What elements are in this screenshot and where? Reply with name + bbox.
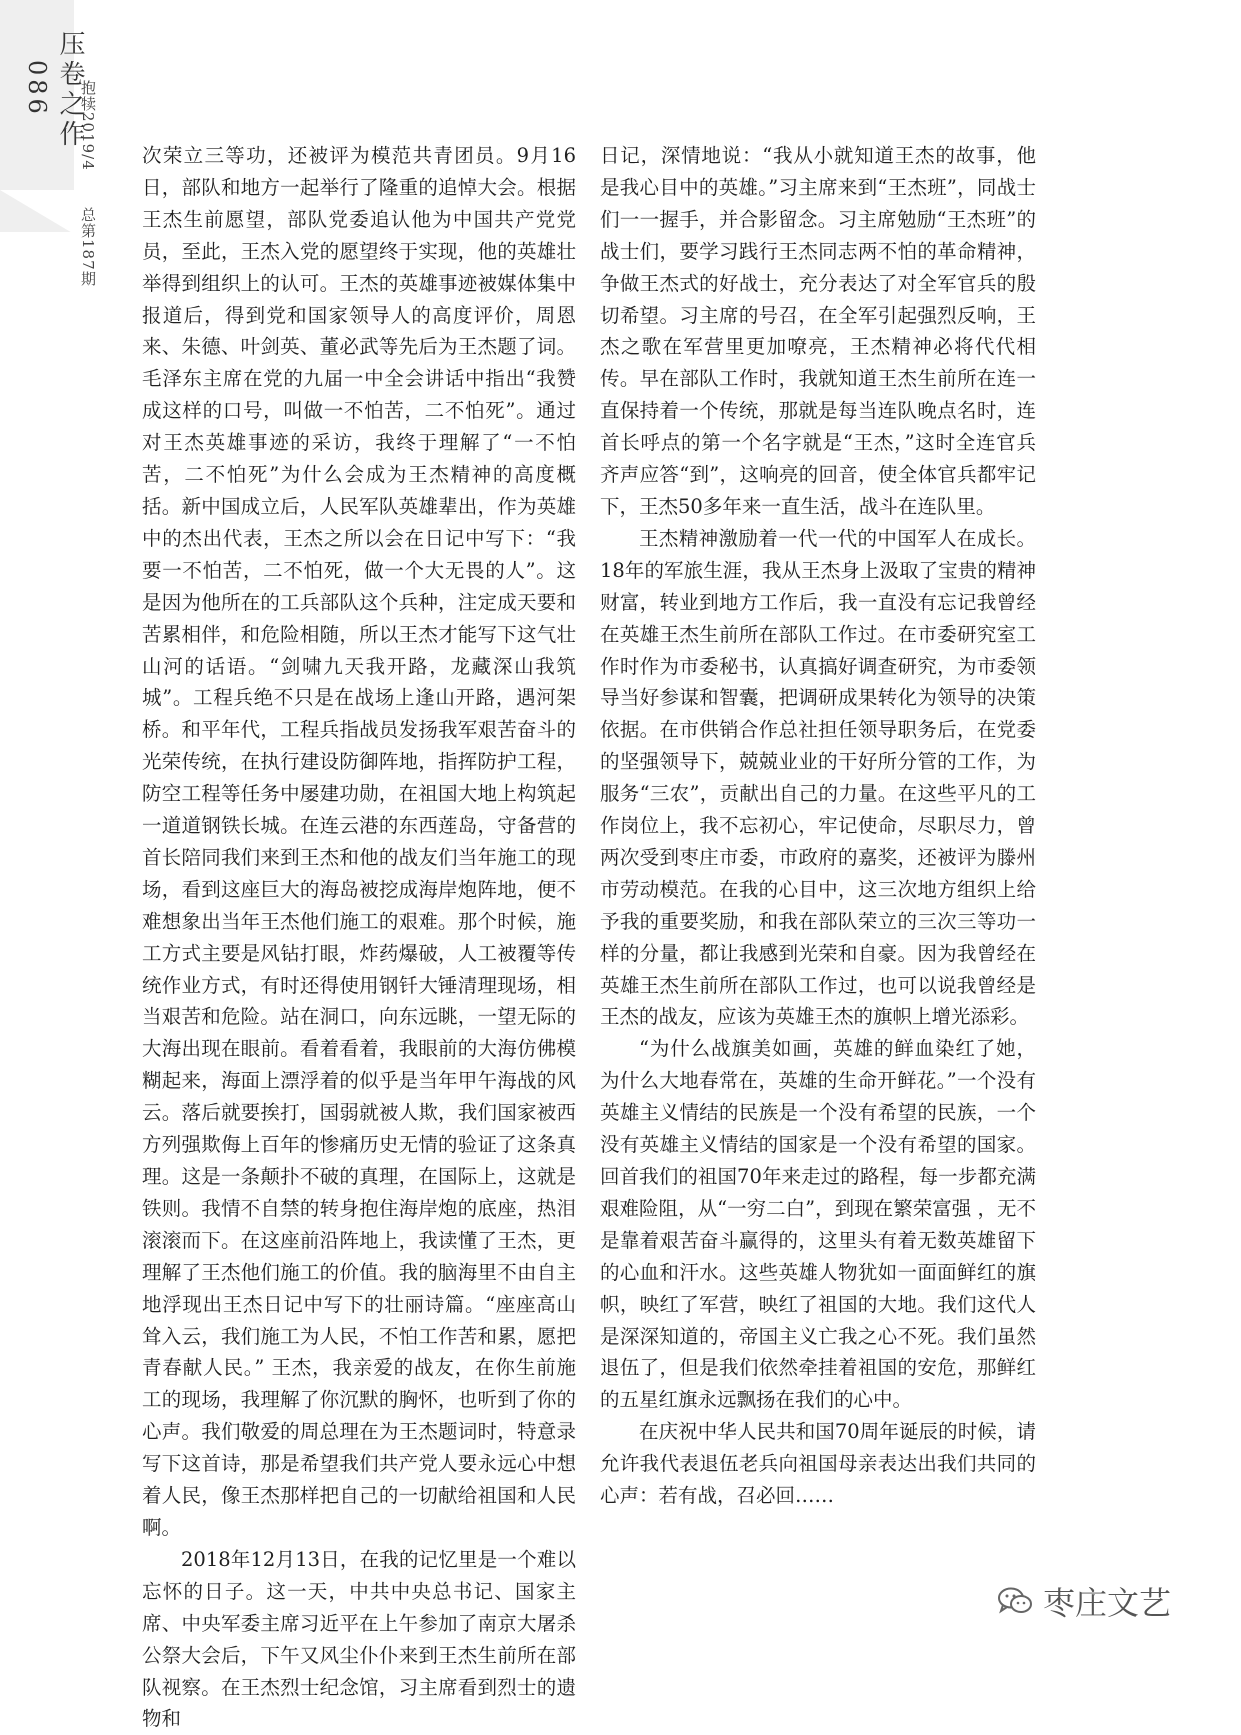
- article-column-right: [600, 140, 1036, 1512]
- article-column-left: [142, 140, 576, 1735]
- issue-info: [78, 80, 98, 286]
- total-issue: 总第187期: [79, 206, 97, 287]
- paragraph: 王杰精神激励着一代一代的中国军人在成长。18年的军旅生涯，我从王杰身上汲取了宝贵的精神财富，转业到地方工作后，我一直没有忘记我曾经在英雄王杰生前所在部队工作过。在市委研究室工作时作为市委秘书，认真搞好调查研究，为市委领导当好参谋和智囊，把调研成果转化为领导的决策依据。在市供销合作总社担任领导职务后，在党委的坚强领导下，兢兢业业的干好所分管的工作，为服务“三农”，贡献出自己的力量。在这些平凡的工作岗位上，我不忘初心，牢记使命，尽职尽力，曾两次受到枣庄市委，市政府的嘉奖，还被评为滕州市劳动模范。在我的心目中，这三次地方组织上给予我的重要奖励，和我在部队荣立的三次三等功一样的分量，都让我感到光荣和自豪。因为我曾经在英雄王杰生前所在部队工作过，也可以说我曾经是王杰的战友，应该为英雄王杰的旗帜上增光添彩。: [600, 526, 1036, 1029]
- column-name: 压卷之作: [55, 30, 85, 150]
- paragraph: 在庆祝中华人民共和国70周年诞辰的时候，请允许我代表退伍老兵向祖国母亲表达出我们共同的心声：若有战，召必回……: [600, 1420, 1036, 1508]
- section-tab: [0, 0, 85, 232]
- page-number: 086: [23, 60, 51, 118]
- tab-fold-corner: [0, 190, 74, 234]
- paragraph: 次荣立三等功，还被评为模范共青团员。9月16日，部队和地方一起举行了隆重的追悼大会。根据王杰生前愿望，部队党委追认他为中国共产党党员，至此，王杰入党的愿望终于实现，他的英雄壮举得到组织上的认可。王杰的英雄事迹被媒体集中报道后，得到党和国家领导人的高度评价，周恩来、朱德、叶剑英、董必武等先后为王杰题了词。毛泽东主席在党的九届一中全会讲话中指出“我赞成这样的口号，叫做一不怕苦，二不怕死”。通过对王杰英雄事迹的采访，我终于理解了“一不怕苦，二不怕死”为什么会成为王杰精神的高度概括。新中国成立后，人民军队英雄辈出，作为英雄中的杰出代表，王杰之所以会在日记中写下：“我要一不怕苦，二不怕死，做一个大无畏的人”。这是因为他所在的工兵部队这个兵种，注定成天要和苦累相伴，和危险相随，所以王杰才能写下这气壮山河的话语。“剑啸九天我开路，龙藏深山我筑城”。工程兵绝不只是在战场上逢山开路，遇河架桥。和平年代，工程兵指战员发扬我军艰苦奋斗的光荣传统，在执行建设防御阵地，指挥防护工程，防空工程等任务中屡建功勋，在祖国大地上构筑起一道道钢铁长城。在连云港的东西莲岛，守备营的首长陪同我们来到王杰和他的战友们当年施工的现场，看到这座巨大的海岛被挖成海岸炮阵地，便不难想象出当年王杰他们施工的艰难。那个时候，施工方式主要是风钻打眼，炸药爆破，人工被覆等传统作业方式，有时还得使用钢钎大锤清理现场，相当艰苦和危险。站在洞口，向东远眺，一望无际的大海出现在眼前。看着看着，我眼前的大海仿佛模糊起来，海面上漂浮着的似乎是当年甲午海战的风云。落后就要挨打，国弱就被人欺，我们国家被西方列强欺侮上百年的惨痛历史无情的验证了这条真理。这是一条颠扑不破的真理，在国际上，这就是铁则。我情不自禁的转身抱住海岸炮的底座，热泪滚滚而下。在这座前沿阵地上，我读懂了王杰，更理解了王杰他们施工的价值。我的脑海里不由自主地浮现出王杰日记中写下的壮丽诗篇。“座座高山耸入云，我们施工为人民，不怕工作苦和累，愿把青春献人民。” 王杰，我亲爱的战友，在你生前施工的现场，我理解了你沉默的胸怀，也听到了你的心声。我们敬爱的周总理在为王杰题词时，特意录写下这首诗，那是希望我们共产党人要永远心中想着人民，像王杰那样把自己的一切献给祖国和人民啊。: [142, 144, 576, 1539]
- paragraph: 2018年12月13日，在我的记忆里是一个难以忘怀的日子。这一天，中共中央总书记、国家主席、中央军委主席习近平在上午参加了南京大屠杀公祭大会后，下午又风尘仆仆来到王杰生前所在部队视察。在王杰烈士纪念馆，习主席看到烈士的遗物和: [142, 1547, 576, 1731]
- journal-issue: 抱犊2019/4: [79, 80, 97, 171]
- watermark-text: 枣庄文艺: [1042, 1584, 1171, 1622]
- wechat-icon: [997, 1586, 1033, 1616]
- paragraph: “为什么战旗美如画，英雄的鲜血染红了她，为什么大地春常在，英雄的生命开鲜花。”一个没有英雄主义情结的民族是一个没有希望的民族，一个没有英雄主义情结的国家是一个没有希望的国家。回首我们的祖国70年来走过的路程，每一步都充满艰难险阻，从“一穷二白”，到现在繁荣富强 ，无不是靠着艰苦奋斗赢得的，这里头有着无数英雄留下的心血和汗水。这些英雄人物犹如一面面鲜红的旗帜，映红了军营，映红了祖国的大地。我们这代人是深深知道的，帝国主义亡我之心不死。我们虽然退伍了，但是我们依然牵挂着祖国的安危，那鲜红的五星红旗永远飘扬在我们的心中。: [600, 1037, 1036, 1412]
- paragraph: 日记，深情地说：“我从小就知道王杰的故事，他是我心目中的英雄。”习主席来到“王杰班”，同战士们一一握手，并合影留念。习主席勉励“王杰班”的战士们，要学习践行王杰同志两不怕的革命精神，争做王杰式的好战士，充分表达了对全军官兵的殷切希望。习主席的号召，在全军引起强烈反响，王杰之歌在军营里更加嘹亮，王杰精神必将代代相传。早在部队工作时，我就知道王杰生前所在连一直保持着一个传统，那就是每当连队晚点名时，连首长呼点的第一个名字就是“王杰，”这时全连官兵齐声应答“到”，这响亮的回音，使全体官兵都牢记下，王杰50多年来一直生活，战斗在连队里。: [600, 144, 1036, 518]
- watermark: [997, 1578, 1171, 1624]
